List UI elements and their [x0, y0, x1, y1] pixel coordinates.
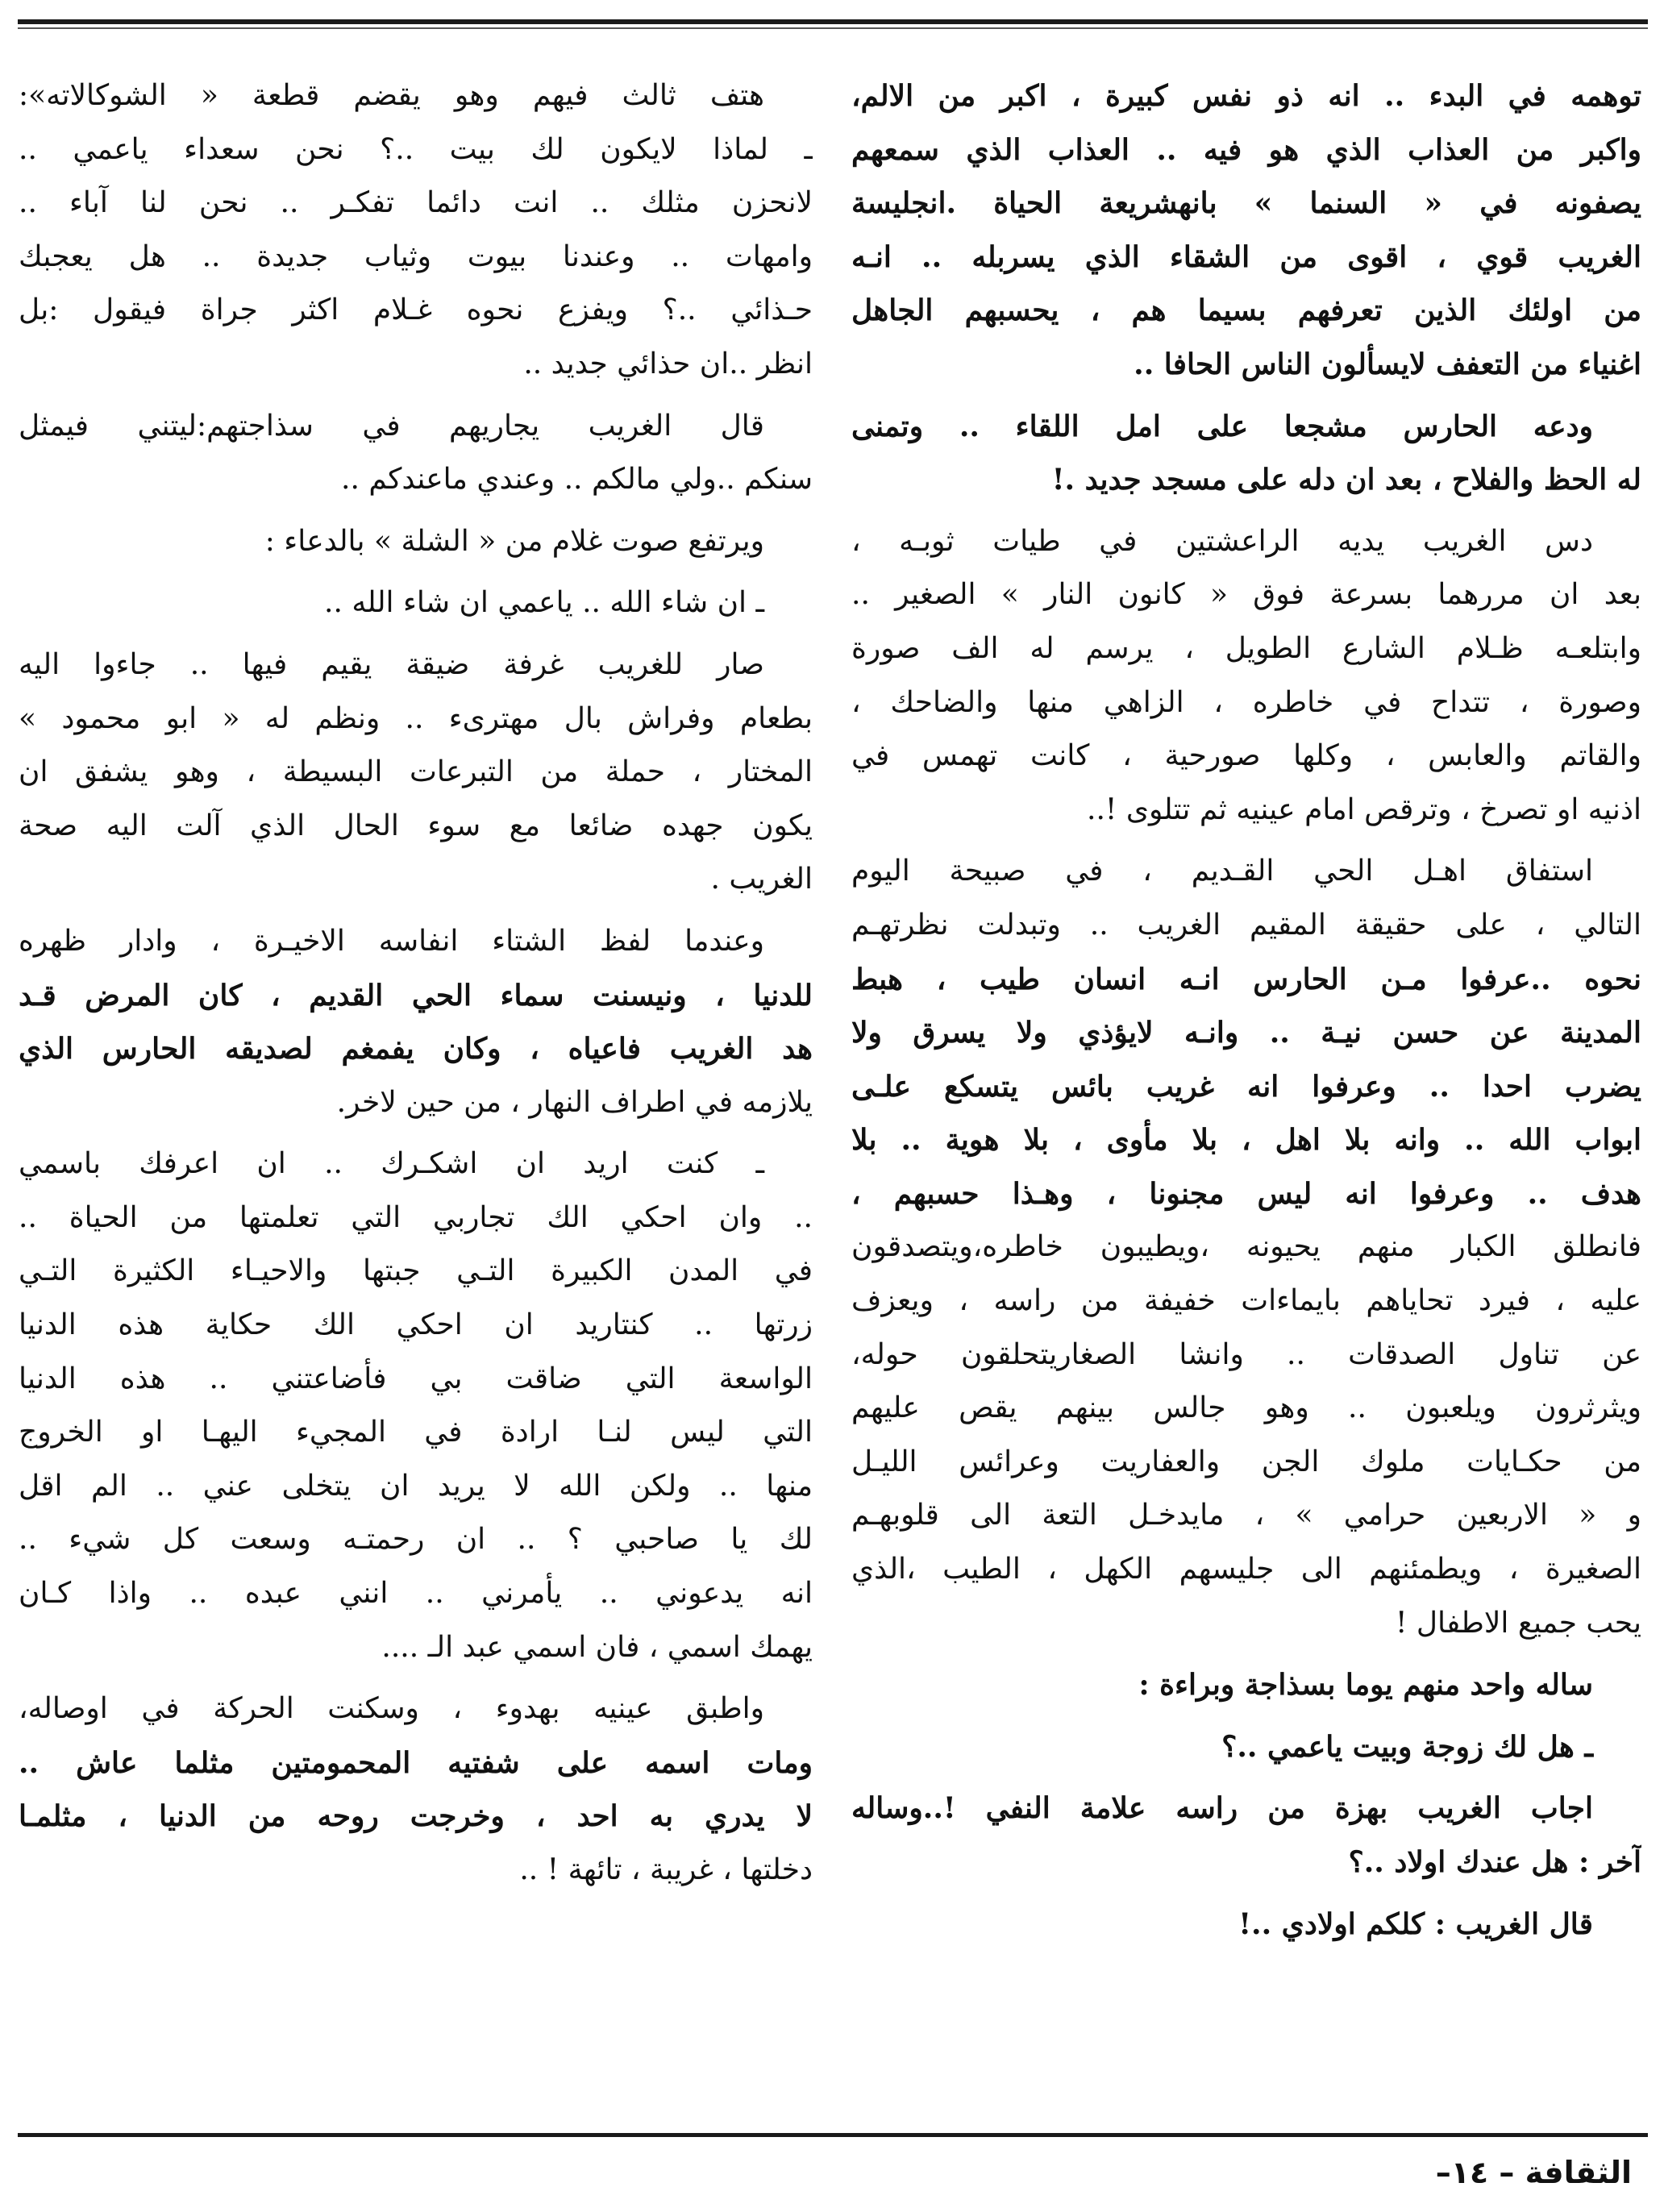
- paragraph: [19, 915, 813, 1129]
- text-line: عن تناول الصدقات .. وانشا الصغاريتحلقون حوله،: [851, 1337, 1641, 1371]
- text-line: التي ليس لنـا ارادة في المجيء اليهـا او الخروج: [19, 1416, 813, 1449]
- text-line: لك يا صاحبي ؟ .. ان رحمتـه وسعت كل شيء ..: [19, 1523, 813, 1557]
- text-line: اجاب الغريب بهزة من راسه علامة النفي !..وساله: [851, 1791, 1593, 1826]
- text-line: وعندما لفظ الشتاء انفاسه الاخيـرة ، وادار ظهره: [19, 924, 764, 958]
- paragraph: [19, 400, 813, 507]
- paragraph: [851, 1720, 1641, 1774]
- bottom-rule: [18, 2133, 1648, 2137]
- text-line: ابواب الله .. وانه بلا اهل ، بلا مأوى ، بلا هوية .. بلا: [851, 1123, 1641, 1158]
- text-line: واطبق عينيه بهدوء ، وسكنت الحركة في اوصاله،: [19, 1692, 764, 1726]
- text-line: واكبر من العذاب الذي هو فيه .. العذاب الذي سمعهم: [851, 132, 1641, 167]
- paragraph: [851, 1782, 1641, 1889]
- text-line: زرتها .. كنتاريد ان احكي الك حكاية هذه الدنيا: [19, 1308, 813, 1342]
- text-line: ـ كنت اريد ان اشكـرك .. ان اعرفك باسمي: [19, 1147, 764, 1181]
- text-line: الغريب قوي ، اقوى من الشقاء الذي يسربله .. انـه: [851, 239, 1641, 274]
- paragraph: [851, 845, 1641, 1650]
- text-line: انه يدعوني .. يأمرني .. انني عبده .. واذا كـان: [19, 1577, 813, 1611]
- text-line: ـ هل لك زوجة وبيت ياعمي ..؟: [1221, 1729, 1593, 1764]
- text-line: ويثرثرون ويلعبون .. وهو جالس بينهم يقص عليهم: [851, 1391, 1641, 1425]
- text-line: سنكم ..ولي مالكم .. وعندي ماعندكم ..: [341, 463, 813, 497]
- right-column: [851, 69, 1641, 2085]
- text-line: الصغيرة ، ويطمئنهم الى جليسهم الكهل ، الطيب ،الذي: [851, 1553, 1641, 1586]
- paragraph: [851, 1658, 1641, 1712]
- left-column: [19, 69, 813, 2085]
- paragraph: [19, 638, 813, 907]
- text-line: المختار ، حملة من التبرعات البسيطة ، وهو يشفق ان: [19, 755, 813, 789]
- text-line: بعد ان مررهما بسرعة فوق « كانون النار » الصغير ..: [851, 578, 1641, 612]
- text-line: بطعام وفراش بال مهترىء .. ونظم له « ابو محمود »: [19, 701, 813, 735]
- paragraph: [19, 69, 813, 392]
- text-line: له الحظ والفلاح ، بعد ان دله على مسجد جديد .!: [1051, 463, 1641, 497]
- text-line: انظر ..ان حذائي جديد ..: [523, 347, 813, 380]
- text-line: وامهات .. وعندنا بيوت وثياب جديدة .. هل يعجبك: [19, 239, 813, 273]
- text-line: عليه ، فيرد تحاياهم بايماءات خفيفة من راسه ، ويعزف: [851, 1284, 1641, 1318]
- paragraph: [19, 515, 813, 569]
- paragraph: [851, 69, 1641, 392]
- text-line: يكون جهده ضائعا مع سوء الحال الذي آلت اليه صحة: [19, 809, 813, 842]
- text-line: ساله واحد منهم يوما بسذاجة وبراءة :: [1138, 1668, 1593, 1703]
- paragraph: [851, 1898, 1641, 1952]
- text-line: والقاتم والعابس ، وكلها صورحية ، كانت تهمس في: [851, 739, 1641, 773]
- text-line: ودعه الحارس مشجعا على امل اللقاء .. وتمنى: [851, 409, 1593, 443]
- text-line: يلازمه في اطراف النهار ، من حين لاخر.: [336, 1085, 813, 1119]
- paragraph: [19, 576, 813, 630]
- paragraph: [19, 1682, 813, 1897]
- text-line: ومات اسمه على شفتيه المحمومتين مثلما عاش ..: [19, 1745, 813, 1780]
- text-line: ـ ان شاء الله .. ياعمي ان شاء الله ..: [324, 586, 764, 620]
- text-line: التالي ، على حقيقة المقيم الغريب .. وتبدلت نظرتهـم: [851, 908, 1641, 942]
- text-line: دس الغريب يديه الراعشتين في طيات ثوبـه ،: [851, 524, 1593, 558]
- text-line: ويرتفع صوت غلام من « الشلة » بالدعاء :: [264, 524, 764, 558]
- text-line: من اولئك الذين تعرفهم بسيما هم ، يحسبهم الجاهل: [851, 293, 1641, 328]
- text-line: توهمه في البدء .. انه ذو نفس كبيرة ، اكبر من الالم،: [851, 79, 1641, 113]
- paragraph: [19, 1137, 813, 1674]
- text-line: قال الغريب يجاريهم في سذاجتهم:ليتني فيمثل: [19, 409, 764, 443]
- text-line: هدف .. وعرفوا انه ليس مجنونا ، وهـذا حسبهم ،: [851, 1176, 1641, 1211]
- paragraph: [851, 515, 1641, 838]
- top-rule-thin: [18, 27, 1648, 29]
- text-line: صار للغريب غرفة ضيقة يقيم فيها .. جاءوا اليه: [19, 647, 764, 681]
- text-line: هد الغريب فاعياه ، وكان يفمغم لصديقه الحارس الذي: [19, 1032, 813, 1066]
- text-line: لا يدري به احد ، وخرجت روحه من الدنيا ، مثلمـا: [19, 1799, 813, 1834]
- text-line: فانطلق الكبار منهم يحيونه ،ويطيبون خاطره،ويتصدقون: [851, 1230, 1641, 1264]
- text-line: .. وان احكي الك تجاربي التي تعلمتها من الحياة ..: [19, 1200, 813, 1234]
- text-line: قال الغريب : كلكم اولادي ..!: [1238, 1906, 1593, 1941]
- text-line: استفاق اهـل الحي القـديم ، في صبيحة اليوم: [851, 854, 1593, 888]
- text-line: لانحزن مثلك .. انت دائما تفكـر .. نحن لنا آباء ..: [19, 186, 813, 220]
- text-line: اذنيه او تصرخ ، وترقص امام عينيه ثم تتلوى !..: [1087, 792, 1641, 826]
- text-line: يهمك اسمي ، فان اسمي عبد الـ ....: [381, 1630, 813, 1664]
- text-line: في المدن الكبيرة التـي جبتها والاحيـاء الكثيرة التـي: [19, 1254, 813, 1288]
- text-line: يضرب احدا .. وعرفوا انه غريب بائس يتسكع علـى: [851, 1069, 1641, 1104]
- text-line: و « الاربعين حرامي » ، مايدخـل التعة الى قلوبهـم: [851, 1499, 1641, 1532]
- text-line: وصورة ، تتداح في خاطره ، الزاهي منها والضاحك ،: [851, 685, 1641, 719]
- text-line: دخلتها ، غريبة ، تائهة ! ..: [519, 1853, 813, 1886]
- text-line: آخر : هل عندك اولاد ..؟: [1348, 1845, 1641, 1879]
- text-line: هتف ثالث فيهم وهو يقضم قطعة « الشوكالاته»:: [19, 79, 764, 112]
- text-line: حـذائي ..؟ ويفزع نحوه غـلام اكثر جراة فيقول :بل: [19, 293, 813, 327]
- text-line: الغريب .: [710, 863, 813, 896]
- text-line: يصفونه في « السنما » بانهشريعة الحياة .انجليسة: [851, 186, 1641, 221]
- text-line: وابتلعـه ظـلام الشارع الطويل ، يرسم له الف صورة: [851, 631, 1641, 665]
- text-line: الواسعة التي ضاقت بي فأضاعتني .. هذه الدنيا: [19, 1362, 813, 1395]
- text-line: ـ لماذا لايكون لك بيت ..؟ نحن سعداء ياعمي ..: [19, 132, 813, 166]
- text-line: اغنياء من التعفف لايسألون الناس الحافا ..: [1134, 347, 1641, 381]
- top-rule: [18, 19, 1648, 24]
- paragraph: [851, 400, 1641, 507]
- text-line: نحوه ..عرفوا مـن الحارس انـه انسان طيب ، هبط: [851, 962, 1641, 996]
- text-line: يحب جميع الاطفال !: [1395, 1606, 1641, 1640]
- text-line: للدنيا ، ونيسنت سماء الحي القديم ، كان المرض قـد: [19, 978, 813, 1012]
- text-line: من حكـايات ملوك الجن والعفاريت وعرائس الليـل: [851, 1445, 1641, 1478]
- page-footer: الثقافة – ١٤–: [1435, 2155, 1632, 2190]
- text-line: المدينة عن حسن نيـة .. وانـه لايؤذي ولا يسرق ولا: [851, 1016, 1641, 1050]
- text-line: منها .. ولكن الله لا يريد ان يتخلى عني .. الم اقل: [19, 1469, 813, 1503]
